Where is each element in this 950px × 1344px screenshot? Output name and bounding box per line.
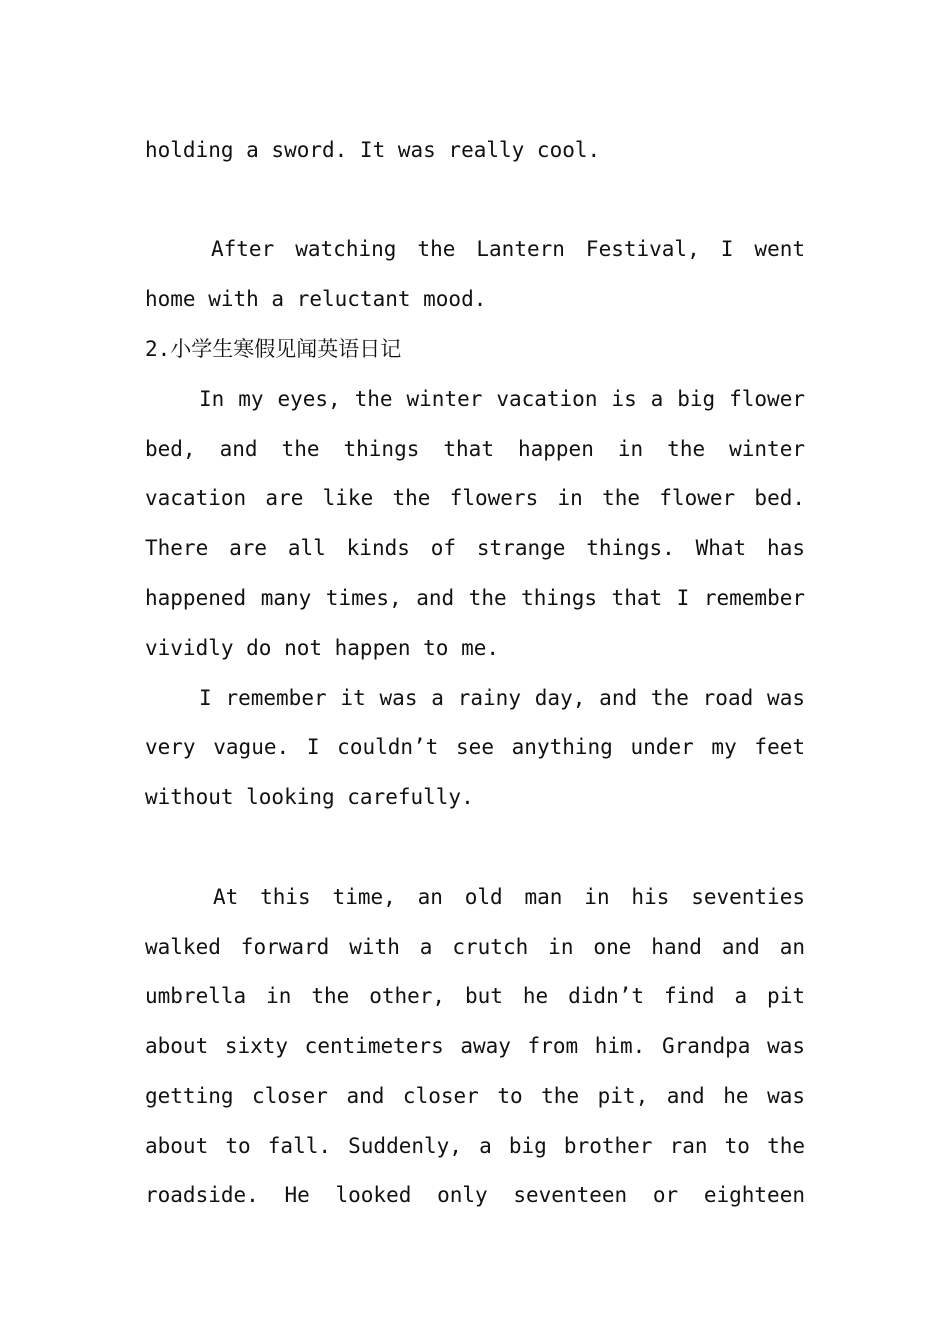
text-line: roadside. He looked only seventeen or eighteen (145, 1183, 805, 1207)
text-line: home with a reluctant mood. (145, 287, 487, 311)
paragraph-first-line: After watching the Lantern Festival, I went (211, 237, 805, 261)
text-line: holding a sword. It was really cool. (145, 138, 601, 162)
text-line: about to fall. Suddenly, a big brother ran to the (145, 1134, 805, 1158)
text-line: getting closer and closer to the pit, and he was (145, 1084, 805, 1108)
text-line: very vague. I couldn’t see anything under my feet (145, 735, 805, 759)
text-line: happened many times, and the things that I remember (145, 586, 805, 610)
text-line: walked forward with a crutch in one hand and an (145, 935, 805, 959)
text-line: vacation are like the flowers in the flower bed. (145, 486, 805, 510)
paragraph-first-line: At this time, an old man in his seventies (213, 885, 805, 909)
text-line: about sixty centimeters away from him. Grandpa was (145, 1034, 805, 1058)
text-line: bed, and the things that happen in the winter (145, 437, 805, 461)
text-line: umbrella in the other, but he didn’t find a pit (145, 984, 805, 1008)
text-line: There are all kinds of strange things. What has (145, 536, 805, 560)
paragraph-first-line: In my eyes, the winter vacation is a big flower (199, 387, 805, 411)
section-heading: 2.小学生寒假见闻英语日记 (145, 337, 402, 361)
text-line: without looking carefully. (145, 785, 474, 809)
text-line: vividly do not happen to me. (145, 636, 500, 660)
paragraph-first-line: I remember it was a rainy day, and the road was (199, 686, 805, 710)
